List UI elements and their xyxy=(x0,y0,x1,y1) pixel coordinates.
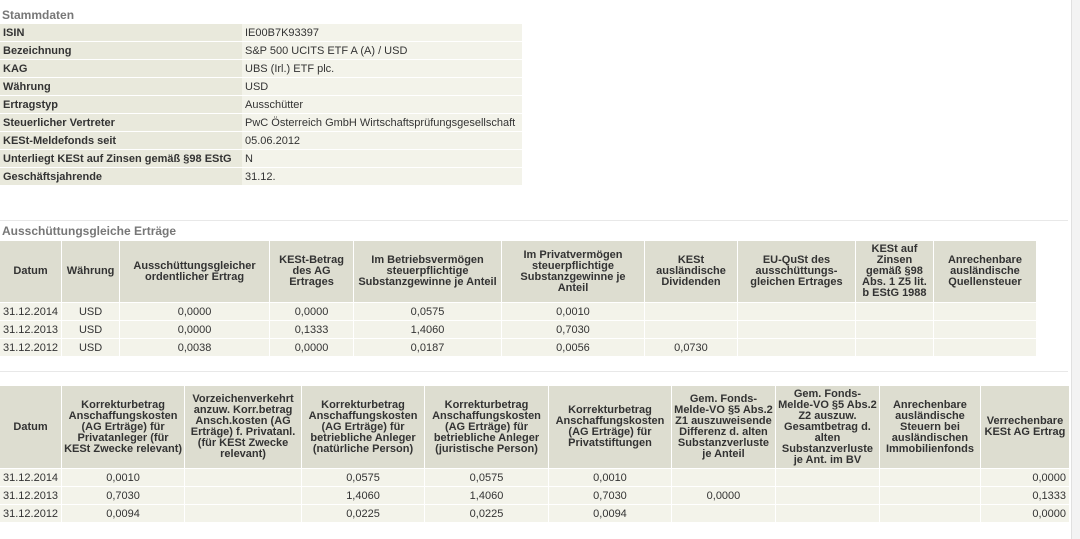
value-cell xyxy=(738,303,856,321)
value-cell: 0,1333 xyxy=(270,321,354,339)
stammdaten-row xyxy=(0,132,522,150)
date-cell: 31.12.2012 xyxy=(0,339,62,357)
stammdaten-value: PwC Österreich GmbH Wirtschaftsprüfungsgesellschaft xyxy=(242,114,522,132)
stammdaten-value: 05.06.2012 xyxy=(242,132,522,150)
value-cell: 0,0225 xyxy=(425,505,549,523)
value-cell xyxy=(645,303,738,321)
column-header: Datum xyxy=(0,386,62,469)
stammdaten-label: Währung xyxy=(0,78,242,96)
value-cell xyxy=(776,505,880,523)
stammdaten-title: Stammdaten xyxy=(2,8,75,22)
stammdaten-value: S&P 500 UCITS ETF A (A) / USD xyxy=(242,42,522,60)
value-cell: 0,1333 xyxy=(981,487,1070,505)
stammdaten-value: N xyxy=(242,150,522,168)
stammdaten-row xyxy=(0,60,522,78)
column-header: Anrechenbare ausländische Quellensteuer xyxy=(934,241,1037,303)
stammdaten-row xyxy=(0,114,522,132)
column-header: Korrekturbetrag Anschaffungskosten (AG Erträge) für betriebliche Anleger (natürliche Person) xyxy=(302,386,425,469)
value-cell: 0,0000 xyxy=(270,303,354,321)
value-cell: 0,0038 xyxy=(120,339,270,357)
stammdaten-value: 31.12. xyxy=(242,168,522,186)
date-cell: 31.12.2013 xyxy=(0,321,62,339)
value-cell xyxy=(738,339,856,357)
stammdaten-value: IE00B7K93397 xyxy=(242,24,522,42)
stammdaten-row xyxy=(0,150,522,168)
column-header: KESt auf Zinsen gemäß §98 Abs. 1 Z5 lit. b EStG 1988 xyxy=(856,241,934,303)
stammdaten-value: Ausschütter xyxy=(242,96,522,114)
value-cell xyxy=(934,303,1037,321)
value-cell: 0,0225 xyxy=(302,505,425,523)
value-cell xyxy=(776,487,880,505)
value-cell: 0,0010 xyxy=(62,469,185,487)
stammdaten-value: UBS (Irl.) ETF plc. xyxy=(242,60,522,78)
value-cell xyxy=(185,487,302,505)
value-cell xyxy=(934,321,1037,339)
value-cell xyxy=(880,505,981,523)
section-divider xyxy=(0,220,1068,221)
column-header: Korrekturbetrag Anschaffungskosten (AG Erträge) für Privatstiftungen xyxy=(549,386,672,469)
value-cell xyxy=(776,469,880,487)
stammdaten-label: KAG xyxy=(0,60,242,78)
value-cell xyxy=(185,469,302,487)
value-cell: USD xyxy=(62,339,120,357)
value-cell: 0,0094 xyxy=(62,505,185,523)
value-cell: 0,0187 xyxy=(354,339,502,357)
value-cell xyxy=(672,505,776,523)
value-cell: 0,0575 xyxy=(302,469,425,487)
value-cell: 0,0000 xyxy=(981,505,1070,523)
value-cell: 0,7030 xyxy=(549,487,672,505)
value-cell xyxy=(856,339,934,357)
value-cell: 0,7030 xyxy=(502,321,645,339)
column-header: Anrechenbare ausländische Steuern bei ausländischen Immobilienfonds xyxy=(880,386,981,469)
column-header: Gem. Fonds-Melde-VO §5 Abs.2 Z1 auszuweisende Differenz d. alten Substanzverluste je Anteil xyxy=(672,386,776,469)
table-row xyxy=(0,487,1070,505)
value-cell: 0,0010 xyxy=(502,303,645,321)
value-cell: 0,7030 xyxy=(62,487,185,505)
stammdaten-row xyxy=(0,168,522,186)
column-header: Währung xyxy=(62,241,120,303)
table-row xyxy=(0,469,1070,487)
value-cell: 0,0010 xyxy=(549,469,672,487)
stammdaten-label: Geschäftsjahrende xyxy=(0,168,242,186)
stammdaten-label: Unterliegt KESt auf Zinsen gemäß §98 EStG xyxy=(0,150,242,168)
table-row xyxy=(0,321,1037,339)
table-row xyxy=(0,339,1037,357)
table-row xyxy=(0,303,1037,321)
value-cell xyxy=(185,505,302,523)
stammdaten-label: KESt-Meldefonds seit xyxy=(0,132,242,150)
date-cell: 31.12.2012 xyxy=(0,505,62,523)
section-divider xyxy=(0,371,1068,372)
value-cell xyxy=(738,321,856,339)
stammdaten-value: USD xyxy=(242,78,522,96)
value-cell: 1,4060 xyxy=(354,321,502,339)
column-header: Verrechenbare KESt AG Ertrag xyxy=(981,386,1070,469)
column-header: Gem. Fonds-Melde-VO §5 Abs.2 Z2 auszuw. Gesamtbetrag d. alten Substanzverluste je Ant. im BV xyxy=(776,386,880,469)
value-cell: 0,0000 xyxy=(120,303,270,321)
date-cell: 31.12.2013 xyxy=(0,487,62,505)
value-cell: 0,0056 xyxy=(502,339,645,357)
stammdaten-label: Bezeichnung xyxy=(0,42,242,60)
date-cell: 31.12.2014 xyxy=(0,303,62,321)
value-cell: 1,4060 xyxy=(302,487,425,505)
value-cell xyxy=(672,469,776,487)
column-header: EU-QuSt des ausschüttungs-gleichen Ertrages xyxy=(738,241,856,303)
column-header: Vorzeichenverkehrt anzuw. Korr.betrag Ansch.kosten (AG Erträge) f. Privatanl. (für KESt Zwecke relevant) xyxy=(185,386,302,469)
value-cell: USD xyxy=(62,303,120,321)
value-cell: 0,0094 xyxy=(549,505,672,523)
stammdaten-label: Steuerlicher Vertreter xyxy=(0,114,242,132)
value-cell: 0,0000 xyxy=(672,487,776,505)
stammdaten-label: Ertragstyp xyxy=(0,96,242,114)
value-cell xyxy=(856,321,934,339)
page-scrollbar[interactable] xyxy=(1071,0,1080,539)
value-cell: 0,0575 xyxy=(425,469,549,487)
value-cell: 0,0000 xyxy=(981,469,1070,487)
stammdaten-table xyxy=(0,24,522,186)
value-cell: 0,0575 xyxy=(354,303,502,321)
value-cell: 0,0000 xyxy=(270,339,354,357)
value-cell: 0,0730 xyxy=(645,339,738,357)
table-row xyxy=(0,505,1070,523)
column-header: Im Privatvermögen steuerpflichtige Substanzgewinne je Anteil xyxy=(502,241,645,303)
value-cell xyxy=(645,321,738,339)
stammdaten-row xyxy=(0,96,522,114)
value-cell: 1,4060 xyxy=(425,487,549,505)
column-header: Ausschüttungsgleicher ordentlicher Ertrag xyxy=(120,241,270,303)
column-header: KESt-Betrag des AG Ertrages xyxy=(270,241,354,303)
column-header: KESt ausländische Dividenden xyxy=(645,241,738,303)
value-cell xyxy=(880,469,981,487)
value-cell xyxy=(856,303,934,321)
ertraege-title: Ausschüttungsgleiche Erträge xyxy=(2,224,177,238)
ertraege-table xyxy=(0,241,1037,357)
column-header: Datum xyxy=(0,241,62,303)
stammdaten-row xyxy=(0,24,522,42)
korrektur-table xyxy=(0,386,1070,523)
value-cell: 0,0000 xyxy=(120,321,270,339)
stammdaten-label: ISIN xyxy=(0,24,242,42)
column-header: Korrekturbetrag Anschaffungskosten (AG Erträge) für betriebliche Anleger (juristische Person) xyxy=(425,386,549,469)
value-cell xyxy=(934,339,1037,357)
value-cell xyxy=(880,487,981,505)
column-header: Im Betriebsvermögen steuerpflichtige Substanzgewinne je Anteil xyxy=(354,241,502,303)
stammdaten-row xyxy=(0,78,522,96)
date-cell: 31.12.2014 xyxy=(0,469,62,487)
value-cell: USD xyxy=(62,321,120,339)
stammdaten-row xyxy=(0,42,522,60)
column-header: Korrekturbetrag Anschaffungskosten (AG Erträge) für Privatanleger (für KESt Zwecke relevant) xyxy=(62,386,185,469)
